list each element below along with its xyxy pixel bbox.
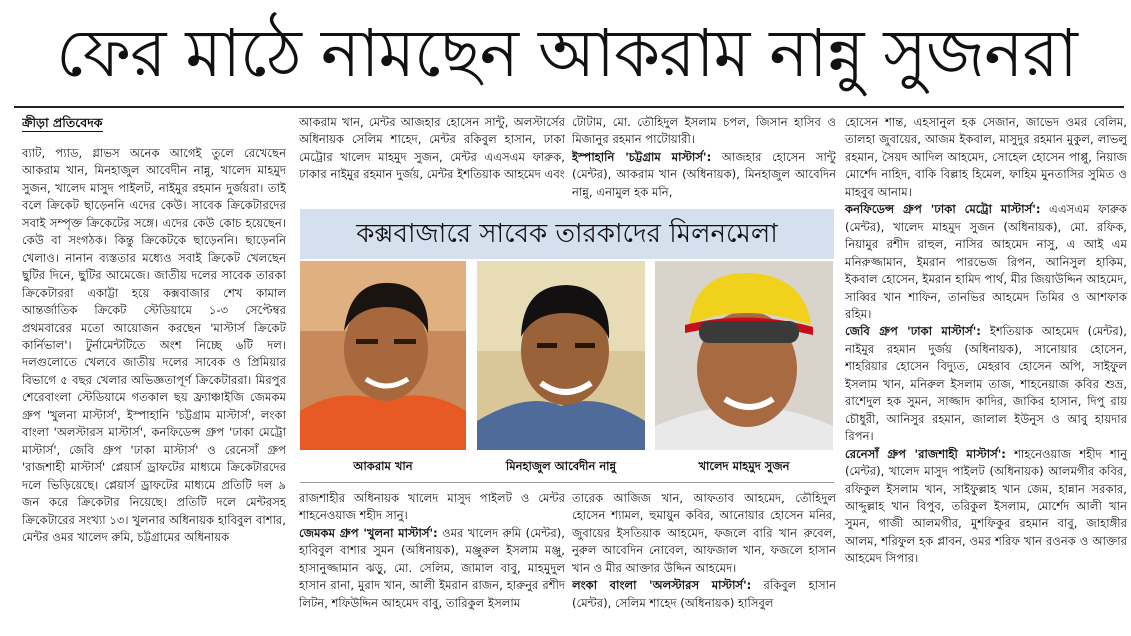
dhaka-team-label: জেবি গ্রুপ 'ঢাকা মাস্টার্স': bbox=[845, 324, 981, 339]
allstars-team-paragraph bbox=[572, 577, 836, 612]
article-column-3-bottom bbox=[572, 490, 836, 634]
photo-caption-3: খালেদ মাহমুদ সুজন bbox=[698, 459, 790, 473]
chattogram-team-label: ইস্পাহানি 'চট্টগ্রাম মাস্টার্স': bbox=[572, 149, 712, 164]
allstars-team-text: রকিবুল হাসান (মেন্টর), সেলিম শাহেদ (অধিনায়ক) হাসিবুল bbox=[572, 578, 836, 610]
column-1-text: ব্যাট, প্যাড, গ্লাভস অনেক আগেই তুলে রেখেছেন আকরাম খান, মিনহাজুল আবেদীন নান্নু, খালেদ মাহমুদ সুজন, খালেদ মাসুদ পাইলট, নাইমুর রহমান দুর্জয়রা। তাই বলে ক্রিকেট ছাড়েননি এদের কেউ। সাবেক ক্রিকেটারদের সবাই সম্পৃক্ত ক্রিকেটের সঙ্গে। এদের কেউ কোচ হয়েছেন। কেউ বা সংগঠক। কিন্তু ক্রিকেটকে ছাড়েননি। ছাড়েননি খেলাও। নানান ব্যস্ততার মধ্যেও সবাই ক্রিকেট খেলছেন ছুটির দিনে, ছুটির আমেজে। জাতীয় দলের সাবেক তারকা ক্রিকেটাররা একাট্টা হয়ে কক্সবাজার শেখ কামাল আন্তর্জাতিক ক্রিকেট স্টেডিয়ামে ১-৩ সেপ্টেম্বর প্রথমবারের মতো আয়োজন করছেন 'মাস্টার্স ক্রিকেট কার্নিভাল'। টুর্নামেন্টটিতে অংশ নিচ্ছে ৬টি দল। দলগুলোতে খেলবে জাতীয় দলের সাবেক ও প্রিমিয়ার বিভাগে ৫ বছর খেলার অভিজ্ঞতাপূর্ণ ক্রিকেটাররা। মিরপুর শেরেবাংলা স্টেডিয়ামে গতকাল ছয় ফ্র্যাঞ্চাইজি জেমকম গ্রুপ 'খুলনা মাস্টার্স', ইস্পাহানি 'চট্টগ্রাম মাস্টার্স', লংকা বাংলা 'অলস্টারস মাস্টার্স', কনফিডেন্স গ্রুপ 'ঢাকা মেট্রো মাস্টার্স', জেবি গ্রুপ 'ঢাকা মাস্টার্স' ও রেনেসাঁ গ্রুপ 'রাজশাহী মাস্টার্স' প্লেয়ার্স ড্রাফটের মাধ্যমে ক্রিকেটারদের দলে ভিড়িয়েছে। প্লেয়ার্স ড্রাফটের মাধ্যমে প্রতিটি দল ৯ জন করে ক্রিকেটার নিয়েছে। প্রতিটি দলে মেন্টরসহ ক্রিকেটারের সংখ্যা ১৩। খুলনার অধিনায়ক হাবিবুল বাশার, মেন্টর ওমর খালেদ রুমি, চট্টগ্রামের অধিনায়ক bbox=[22, 146, 286, 544]
headline: ফের মাঠে নামছেন আকরাম নান্নু সুজনরা bbox=[56, 15, 1077, 92]
khulna-team-text: ওমর খালেদ রুমি (মেন্টর), হাবিবুল বাশার সুমন (অধিনায়ক), মঞ্জুরুল ইসলাম মঞ্জু, হাসানুজ্জামান ঝড়ু, মো. সেলিম, জামাল বাবু, মাহমুদুল হাসান রানা, মুরাদ খান, আলী ইমরান রাজন, হারুনুর রশীদ লিটন, শফিউদ্দিন আহমেদ বাবু, তারিকুল ইসলাম bbox=[299, 525, 565, 610]
dhaka-metro-team-paragraph bbox=[845, 201, 1127, 323]
khulna-team-paragraph bbox=[299, 525, 565, 612]
dhaka-team-paragraph bbox=[845, 323, 1127, 445]
article-column-4 bbox=[845, 114, 1127, 634]
chattogram-team-paragraph bbox=[572, 149, 836, 201]
headline-rule bbox=[14, 106, 1124, 108]
dhaka-team-text: ইশতিয়াক আহমেদ (মেন্টর), নাইমুর রহমান দুর্জয় (অধিনায়ক), সানোয়ার হোসেন, শাহরিয়ার হোসেন বিদ্যুত, মেহরাব হোসেন অপি, সাইফুল ইসলাম খান, মনিরুল ইসলাম তাজ, শাহনেয়াজ কবির শুভ্র, রাশেদুল হক সুমন, সাজ্জাদ কাদির, জাকির হাসান, দিপু রায় চৌধুরী, আনিসুর রহমান, জালাল ইউনুস ও আবু হায়দার রিপন। bbox=[845, 324, 1127, 444]
article-column-2-top bbox=[299, 114, 565, 202]
allstars-team-label: লংকা বাংলা 'অলস্টারস মাস্টার্স': bbox=[572, 578, 752, 593]
photo-akram-khan bbox=[300, 261, 466, 450]
chattogram-team-text: আজহার হোসেন সান্টু (মেন্টর), আকরাম খান (অধিনায়ক), মিনহাজুল আবেদিন নান্নু, এনামুল হক মনি, bbox=[572, 149, 836, 199]
khulna-team-label: জেমকম গ্রুপ 'খুলনা মাস্টার্স': bbox=[299, 525, 438, 540]
article-column-3-top bbox=[572, 114, 836, 202]
rajshahi-team-label: রেনেসাঁ গ্রুপ 'রাজশাহী মাস্টার্স': bbox=[845, 446, 1006, 461]
column-2-top-text: আকরাম খান, মেন্টর আজহার হোসেন সান্টু, অলস্টার্সের অধিনায়ক সেলিম শাহেদ, মেন্টর রকিবুল হাসান, ঢাকা মেট্রোর খালেদ মাহমুদ সুজন, মেন্টর এএসএম ফারুক, ঢাকার নাইমুর রহমান দুর্জয়, মেন্টর ইশতিয়াক আহমেদ এবং bbox=[299, 115, 565, 182]
article-column-2-bottom bbox=[299, 490, 565, 634]
portrait-image bbox=[655, 261, 833, 450]
article-column-1 bbox=[22, 114, 286, 634]
rajshahi-team-paragraph bbox=[845, 446, 1127, 568]
photo-caption-2: মিনহাজুল আবেদীন নান্নু bbox=[505, 459, 617, 473]
sub-headline-banner: কক্সবাজারে সাবেক তারকাদের মিলনমেলা bbox=[300, 209, 834, 259]
photo-caption-1: আকরাম খান bbox=[353, 459, 413, 473]
column-4-intro: হোসেন শান্ত, এহসানুল হক সেজান, জাভেদ ওমর বেলিম, তালহা জুবায়ের, আজম ইকবাল, মাসুদুর রহমান মুকুল, লাভলু রহমান, সৈয়দ আদিল আহমেদ, সোহেল হোসেন পাপ্পু, নিয়াজ মোর্শেদ নাহিদ, বাকি বিল্লাহ হিমেল, ফাহিম মুনতাসির সুমিত ও মাহবুব আনাম। bbox=[845, 115, 1127, 199]
dhaka-metro-team-label: কনফিডেন্স গ্রুপ 'ঢাকা মেট্রো মাস্টার্স': bbox=[845, 202, 1041, 217]
dhaka-metro-team-text: এএসএম ফারুক (মেন্টর), খালেদ মাহমুদ সুজন (অধিনায়ক), মো. রফিক, নিয়ামুর রশীদ রাহুল, নাসির আহমেদ নাসু, এ আই এম মনিরুজ্জামান, ইমরান পারভেজ রিপন, আনিসুল হাকিম, ইকবাল হোসেন, ইমরান হামিদ পার্থ, মীর জিয়াউদ্দিন আহমেদ, সাব্বির খান শাফিন, তানভির আহমেদ তিমির ও আশফাক রহিম। bbox=[845, 202, 1127, 321]
column-3-bottom-text: তারেক আজিজ খান, আফতাব আহমেদ, তৌহিদুল হোসেন শ্যামল, হুমায়ুন কবির, আনোয়ার হোসেন মনির, জুবায়ের ইসতিয়াক আহমেদ, ফজলে বারি খান রুবেল, নুরুল আবেদিন নোবেল, আফজাল খান, ফজলে হাসান খান ও মীর আক্তার উদ্দিন আহমেদ। bbox=[572, 491, 836, 575]
portrait-image bbox=[477, 261, 645, 450]
column-3-top-text: টোটাম, মো. তৌহিদুল ইসলাম চপল, জিসান হাসিব ও মিজানুর রহমান পাটোয়ারী। bbox=[572, 115, 836, 147]
photo-minhajul-abedin-nannu bbox=[477, 261, 645, 450]
photo-khaled-mahmud-sujon bbox=[655, 261, 833, 450]
column-2-bottom-intro: রাজশাহীর অধিনায়ক খালেদ মাসুদ পাইলট ও মেন্টর শাহনেওয়াজ শহীদ সানু। bbox=[299, 491, 565, 523]
portrait-image bbox=[300, 261, 466, 450]
byline: ক্রীড়া প্রতিবেদক bbox=[22, 115, 103, 130]
rajshahi-team-text: শাহনেওয়াজ শহীদ শানু (মেন্টর), খালেদ মাসুদ পাইলট (অধিনায়ক) আলমগীর কবির, রফিকুল ইসলাম খান, সাইফুল্লাহ খান জেম, হান্নান সরকার, আব্দুল্লাহ খান বিপুব, তরিকুল ইসলাম, মোর্শেদ আলী খান সুমন, গাজী আলমগীর, মুশফিকুর রহমান বাবু, জাহাঙ্গীর আলম, শরিফুল হক প্লাবন, ওমর শরিফ খান রওনক ও আক্তার আহমেদ সিপার। bbox=[845, 446, 1127, 566]
caption-divider bbox=[300, 482, 834, 483]
